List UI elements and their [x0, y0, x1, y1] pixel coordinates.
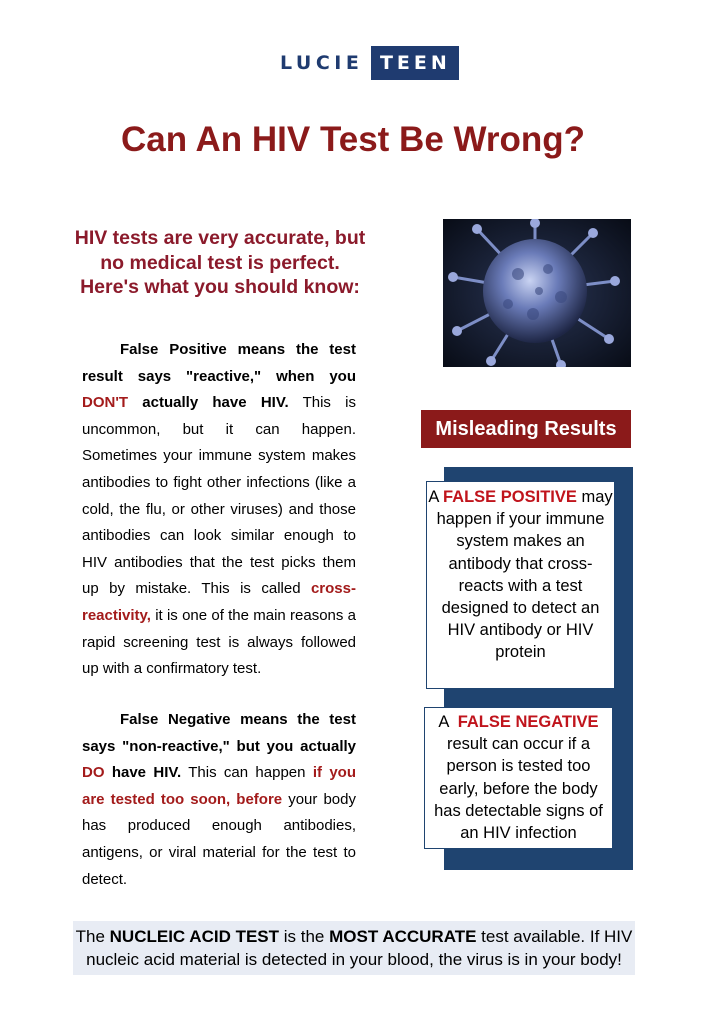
lucie-teen-logo [280, 46, 459, 80]
false-negative-text-2: have HIV. [104, 764, 182, 782]
logo-text-lucie: LUCIE [280, 52, 364, 74]
false-negative-paragraph [82, 707, 356, 893]
virus-icon [443, 219, 631, 367]
card2-text: result can occur if a person is tested too early, before the body has detectable signs of an HIV infection [434, 735, 603, 843]
virus-illustration [443, 219, 631, 367]
page-title: Can An HIV Test Be Wrong? [120, 120, 586, 159]
tested-too-soon-highlight: if you are tested too soon, before [82, 764, 356, 808]
false-positive-card [426, 481, 615, 689]
logo-text-teen: TEEN [371, 46, 459, 80]
dont-emphasis: DON'T [82, 394, 129, 412]
false-negative-term: False Negative [120, 711, 231, 728]
false-positive-text-2: actually have HIV. [128, 394, 289, 412]
card2-term: FALSE NEGATIVE [457, 713, 599, 731]
false-positive-text-1: means the test result says "reactive," when you [82, 341, 356, 385]
footer-bold-1: NUCLEIC ACID TEST [109, 927, 280, 946]
card2-pre: A [438, 713, 458, 731]
intro-line-3: Here's what you should know: [80, 276, 360, 298]
intro-line-1: HIV tests are very accurate, but [74, 227, 366, 249]
false-negative-text-1: means the test says "non-reactive," but you actually [82, 711, 356, 755]
footer-text-3: test available. If HIV nucleic acid material is detected in your blood, the virus is in your body! [86, 927, 633, 969]
false-positive-term: False Positive [120, 341, 227, 358]
footer-bold-2: MOST ACCURATE [329, 927, 477, 946]
footer-text-2: is the [279, 927, 330, 946]
intro-text [72, 226, 368, 300]
false-positive-paragraph [82, 337, 356, 683]
false-negative-text-4: your body has produced enough antibodies, antigens, or viral material for the test to detect. [82, 790, 356, 888]
misleading-results-header: Misleading Results [421, 410, 631, 448]
card1-term: FALSE POSITIVE [443, 488, 577, 506]
false-negative-card [424, 707, 613, 849]
card1-pre: A [428, 488, 444, 506]
false-positive-text-3: This is uncommon, but it can happen. Sometimes your immune system makes antibodies to fight other infections (like a cold, the flu, or other viruses) and those antibodies can look similar enough to HIV antibodies that the test picks them up by mistake. This is called [82, 394, 356, 598]
intro-line-2: no medical test is perfect. [100, 251, 340, 274]
cross-reactivity-highlight: cross-reactivity, [82, 580, 356, 624]
do-emphasis: DO [82, 764, 105, 782]
card1-text: may happen if your immune system makes an antibody that cross-reacts with a test designed to detect an HIV antibody or HIV protein [436, 488, 613, 662]
false-positive-text-4: it is one of the main reasons a rapid screening test is always followed up with a confirmatory test. [82, 606, 356, 678]
footer-text-1: The [75, 927, 110, 946]
false-negative-text-3: This can happen [181, 764, 313, 782]
nucleic-acid-test-banner [73, 921, 635, 975]
